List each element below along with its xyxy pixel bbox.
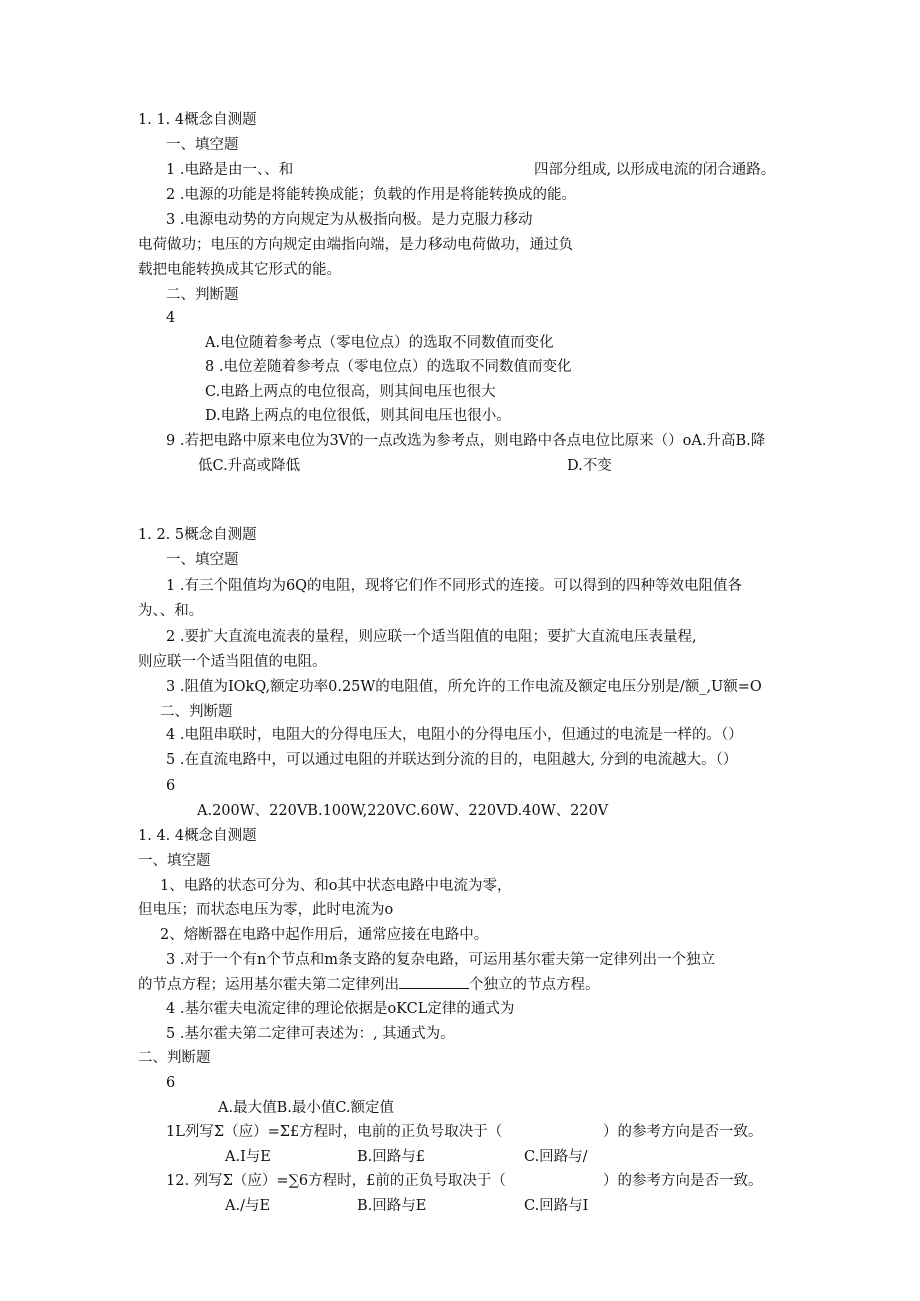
s1-option-a: A.电位随着参考点（零电位点）的选取不同数值而变化: [205, 335, 554, 351]
s2-q2-text: 2 .要扩大直流电流表的量程，则应联一个适当阻值的电阻；要扩大直流电压表量程,: [166, 629, 697, 645]
s2-q6-number: 6: [166, 778, 176, 794]
s1-q2-text: 2 .电源的功能是将能转换成能；负载的作用是将能转换成的能。: [166, 187, 576, 203]
s3-q1-text-cont: 但电压；而状态电压为零，此时电流为o: [138, 902, 394, 918]
s1-option-c: C.电路上两点的电位很高，则其间电压也很大: [205, 384, 496, 400]
s3-q12-option-c: C.回路与I: [524, 1198, 589, 1214]
s2-q6-options: A.200W、220VB.100W,220VC.60W、220VD.40W、220V: [197, 803, 609, 819]
s3-q11-option-b: B.回路与£: [357, 1149, 425, 1165]
s1-option-8: 8 .电位差随着参考点（零电位点）的选取不同数值而变化: [205, 359, 572, 375]
s3-q2-text: 2、熔断器在电路中起作用后，通常应接在电路中。: [160, 927, 489, 943]
section-2-judge-heading: 二、判断题: [160, 704, 233, 720]
section-3-judge-heading: 二、判断题: [138, 1050, 211, 1066]
s1-q3-text-cont2: 载把电能转换成其它形式的能。: [138, 262, 341, 278]
s1-q3-text: 3 .电源电动势的方向规定为从极指向极。是力克服力移动: [166, 212, 533, 228]
section-1-judge-heading: 二、判断题: [166, 287, 239, 303]
s1-q1-text-end: 四部分组成, 以形成电流的闭合通路。: [534, 162, 776, 178]
section-1-title: 1. 1. 4概念自测题: [138, 112, 257, 128]
s3-q1-text: 1、电路的状态可分为、和o其中状态电路中电流为零，: [160, 878, 512, 894]
s3-q6-number: 6: [166, 1075, 176, 1091]
s3-q12-option-a: A./与E: [225, 1198, 271, 1214]
s3-q11-option-c: C.回路与/: [524, 1149, 588, 1165]
s1-q9-option-low: 低C.升高或降低: [198, 458, 301, 474]
section-3-title: 1. 4. 4概念自测题: [138, 828, 257, 844]
section-3-fill-heading: 一、填空题: [138, 853, 211, 869]
s2-q1-text-cont: 为、、和。: [138, 603, 204, 619]
s2-q4-text: 4 .电阻串联时，电阻大的分得电压大，电阻小的分得电压小，但通过的电流是一样的。（）: [166, 727, 743, 743]
s1-q9-text: 9 .若把电路中原来电位为3V的一点改选为参考点，则电路中各点电位比原来（）oA.升高B.降: [166, 433, 766, 449]
section-1-fill-heading: 一、填空题: [166, 137, 239, 153]
s3-q5-text: 5 .基尔霍夫第二定律可表述为：, 其通式为。: [166, 1026, 455, 1042]
s2-q5-text: 5 .在直流电路中，可以通过电阻的并联达到分流的目的，电阻越大, 分到的电流越大。（）: [166, 752, 738, 768]
s3-q11-option-a: A.I与E: [225, 1149, 271, 1165]
s2-q1-text: 1 .有三个阻值均为6Q的电阻，现将它们作不同形式的连接。可以得到的四种等效电阻值各: [166, 578, 743, 594]
section-2-fill-heading: 一、填空题: [166, 552, 239, 568]
s3-q4-text: 4 .基尔霍夫电流定律的理论依据是oKCL定律的通式为: [166, 1001, 515, 1017]
s1-q9-option-d: D.不变: [567, 458, 612, 474]
s3-q3-blank: [399, 974, 469, 989]
s3-q12-text-end: ）的参考方向是否一致。: [603, 1173, 763, 1189]
s3-q11-text: 1L列写Σ（应）=Σ£方程时，电前的正负号取决于（: [166, 1124, 503, 1140]
s3-q12-option-b: B.回路与E: [357, 1198, 427, 1214]
s3-q6-options: A.最大值B.最小值C.额定值: [218, 1100, 395, 1116]
s2-q3-text: 3 .阻值为IOkQ,额定功率0.25W的电阻值，所允许的工作电流及额定电压分别是/额_,U额=O: [166, 679, 762, 695]
s3-q3-text-cont-b: 个独立的节点方程。: [469, 977, 600, 993]
s3-q3-text-cont: [138, 974, 600, 995]
s1-q4-number: 4: [166, 310, 176, 326]
s3-q3-text: 3 .对于一个有n个节点和m条支路的复杂电路，可运用基尔霍夫第一定律列出一个独立: [166, 952, 716, 968]
s3-q3-text-cont-a: 的节点方程；运用基尔霍夫第二定律列出: [138, 977, 399, 993]
s1-q3-text-cont: 电荷做功；电压的方向规定由端指向端，是力移动电荷做功，通过负: [138, 237, 573, 253]
s1-option-d: D.电路上两点的电位很低，则其间电压也很小。: [205, 408, 511, 424]
s3-q12-text: 12. 列写Σ（应）=∑6方程时，£前的正负号取决于（: [166, 1173, 506, 1189]
s1-q1-text: 1 .电路是由一、、和: [166, 162, 294, 178]
s3-q11-text-end: ）的参考方向是否一致。: [603, 1124, 763, 1140]
section-2-title: 1. 2. 5概念自测题: [138, 527, 257, 543]
s2-q2-text-cont: 则应联一个适当阻值的电阻。: [138, 654, 327, 670]
